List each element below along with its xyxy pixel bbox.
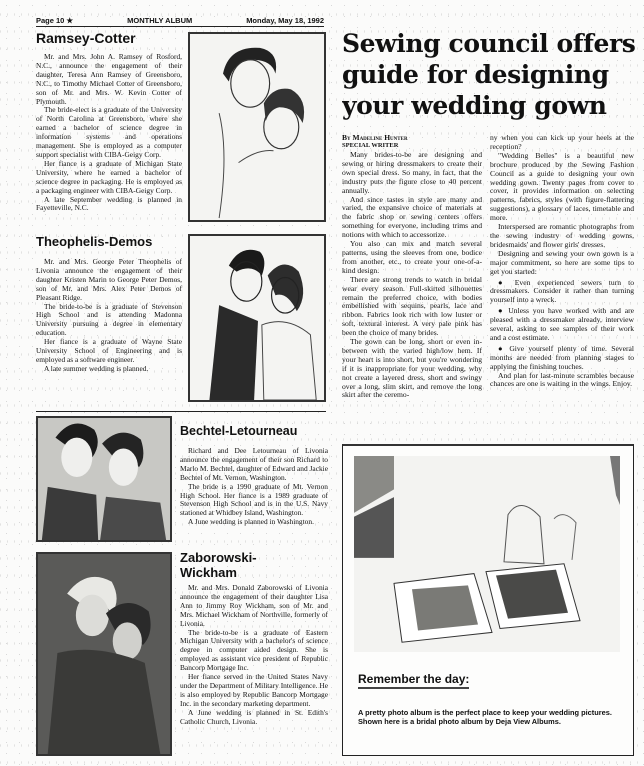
zaborowski-wickham-photo [36,552,172,756]
article-body [342,151,482,400]
paragraph: The bride-to-be is a graduate of Eastern Michigan University with a bachelor's of science degree in computer aided design. She is employed as assistant vice president of Republic Bancorp Mortgage Inc. [180,627,328,673]
paragraph: And plan for last-minute scrambles because chances are one is waiting in the wings. Enjoy. [490,370,634,389]
paragraph: Mr. and Mrs. George Peter Theophelis of Livonia announce the engagement of their daughter Kristen Marin to George Peter Demos, son of Mr. and Mrs. Alex Peter Demos of Pleasant Ridge. [36,257,182,302]
paragraph: A June wedding is planned in Washington. [188,517,314,527]
ramsey-cotter-photo [188,32,326,222]
article-body [36,53,182,213]
page-number: Page 10 ★ [36,16,74,25]
paragraph: Designing and sewing your own gown is a major commitment, so here are some tips to get you started: [490,248,634,276]
bullet-icon: ● [498,343,510,353]
photo-box-title: Remember the day: [358,672,469,689]
article-ramsey-cotter [36,30,182,228]
article-body [180,447,328,527]
paragraph: Richard and Dee Letourneau of Livonia announce the engagement of their son Richard to Marlo M. Bechtel, daughter of Edward and Jackie Bechtel of Mt. Vernon, Washington. [180,446,328,482]
paragraph: A late summer wedding is planned. [44,363,149,373]
paragraph: A late September wedding is planned in Fayetteville, N.C. [36,194,182,213]
headline: Theophelis-Demos [36,234,153,249]
album-photo [354,456,620,652]
page-masthead [36,14,324,27]
issue-date: Monday, May 18, 1992 [246,16,324,25]
couple-portrait-image [38,554,170,754]
article-zaborowski-wickham [180,550,328,762]
couple-portrait-image [190,34,324,220]
paragraph: You also can mix and match several patterns, using the sleeves from one, bodice from another, etc., to create your one-of-a-kind design. [342,239,482,275]
paragraph: "Wedding Belles" is a beautiful new brochure produced by the Sewing Fashion Council as a guide to designing your own wedding gown. Twenty pages from cover to cover, it provides information on selecting patterns, fabrics, styles (with figure-flattering suggestions), a glossary of laces, timetable and more. [490,150,634,223]
article-bechtel-letourneau [180,424,328,544]
tip-text: Even experienced sewers turn to dressmakers. Consider it rather than turning yourself into a wreck. [490,277,634,305]
paragraph: Her fiance is a graduate of Wayne State University School of Engineering and is employed as a software engineer. [36,337,182,364]
tip-item [490,279,634,306]
bridal-photo-album-image [354,456,620,652]
article-body [36,258,182,374]
tip-text: Unless you have worked with and are pleased with a dressmaker already, interview several, asking to see samples of their work and a cost estimate. [490,306,634,342]
feature-column-1 [342,134,482,438]
paragraph: The bride-to-be is a graduate of Stevenson High School and is attending Madonna University pursuing a degree in elementary education. [36,301,182,338]
headline: Bechtel-Letourneau [180,424,298,438]
paragraph: The gown can be long, short or even in-between with the varied high/low hem. If your heart is into short, but you're wondering if it is inappropriate for your wedding, why not create a layered dress, short and swingy over a long, slim skirt, and remove the long skirt after the ceremo- [342,337,482,400]
bechtel-letourneau-photo [36,416,172,542]
paragraph: Interspersed are romantic photographs from the sewing industry of wedding gowns, bridesmaids' and flower girls' dresses. [490,222,634,249]
byline-title: SPECIAL WRITER [342,142,399,149]
paragraph: And since tastes in style are many and varied, the expansive choice of materials at the fabric shop or sewing centers offers something for everyone, including trims and notions with which to accessorize. [342,194,482,240]
article-body [180,584,328,727]
bullet-icon: ● [498,277,515,287]
feature-column-2 [490,134,634,438]
paragraph: Her fiance is a graduate of Michigan State University, where he earned a bachelor of science degree in packaging. He is employed as a packaging engineer with CIBA-Geigy Corp. [36,158,182,195]
headline: Ramsey-Cotter [36,30,136,46]
paragraph: Mr. and Mrs. Donald Zaborowski of Livonia announce the engagement of their daughter Lisa Ann to Jimmy Roy Wickham, son of Mr. and Mrs. Michael Wickham of Northville, formerly of Livonia. [180,583,328,628]
paragraph: Mr. and Mrs. John A. Ramsey of Rosford, N.C., announce the engagement of their daughter, Teresa Ann Ramsey of Greensboro, N.C., to Timothy Michael Cotter of Greensboro, son of Mr. and Mrs. W. Kevin Cotter of Plymouth. [36,52,182,106]
headline: Zaborowski-Wickham [180,550,257,580]
article-theophelis-demos [36,234,182,408]
couple-portrait-image [38,418,170,540]
photo-caption: A pretty photo album is the perfect place to keep your wedding pictures. Shown here is a bridal photo album by Deja View Albums. [358,708,612,726]
tip-text: Give yourself plenty of time. Several months are needed from planning stages to applying the finishing touches. [490,343,634,371]
tip-item [490,345,634,372]
paragraph: Her fiance served in the United States Navy under the Department of Military Intelligence. He is also employed by Republic Bancorp Mortgage Inc. in the secondary marketing department. [180,672,328,708]
feature-headline: Sewing council offers guide for designing your wedding gown [342,29,636,120]
paragraph: A June wedding is planned in St. Edith's Catholic Church, Livonia. [180,707,328,726]
photo-feature-box [342,444,634,756]
byline: By Madeline Hunter [342,134,408,142]
couple-portrait-image [190,236,324,400]
paragraph: Many brides-to-be are designing and sewing or hiring dressmakers to create their own special dress. So many, in fact, that the industry puts the figure close to 40 percent annually. [342,150,482,195]
section-name: MONTHLY ALBUM [127,16,193,25]
tip-item [490,307,634,343]
paragraph: The bride is a 1990 graduate of Mt. Vernon High School. Her fiance is a 1989 graduate of Stevenson High School and is in the U.S. Navy stationed at Whidbey Island, Washington. [180,481,328,518]
paragraph: There are strong trends to watch in bridal wear every season. Full-skirted silhouettes remain the preferred choice, with bodies embellished with sequins, pearls, lace and ribbon. Fabrics look rich with low luster or soft, textural interest. A very pale pink has been the choice of many brides. [342,274,482,338]
article-body [490,134,634,389]
paragraph: ny when you can kick up your heels at the reception? [490,134,634,151]
theophelis-demos-photo [188,234,326,402]
section-divider [36,411,326,412]
paragraph: The bride-elect is a graduate of the University of North Carolina at Greensboro, where she earned a bachelor of science degree in information systems and operations management. She is employed as a computer support specialist with CIBA-Geigy Corp. [36,105,182,159]
bullet-icon: ● [498,306,509,316]
